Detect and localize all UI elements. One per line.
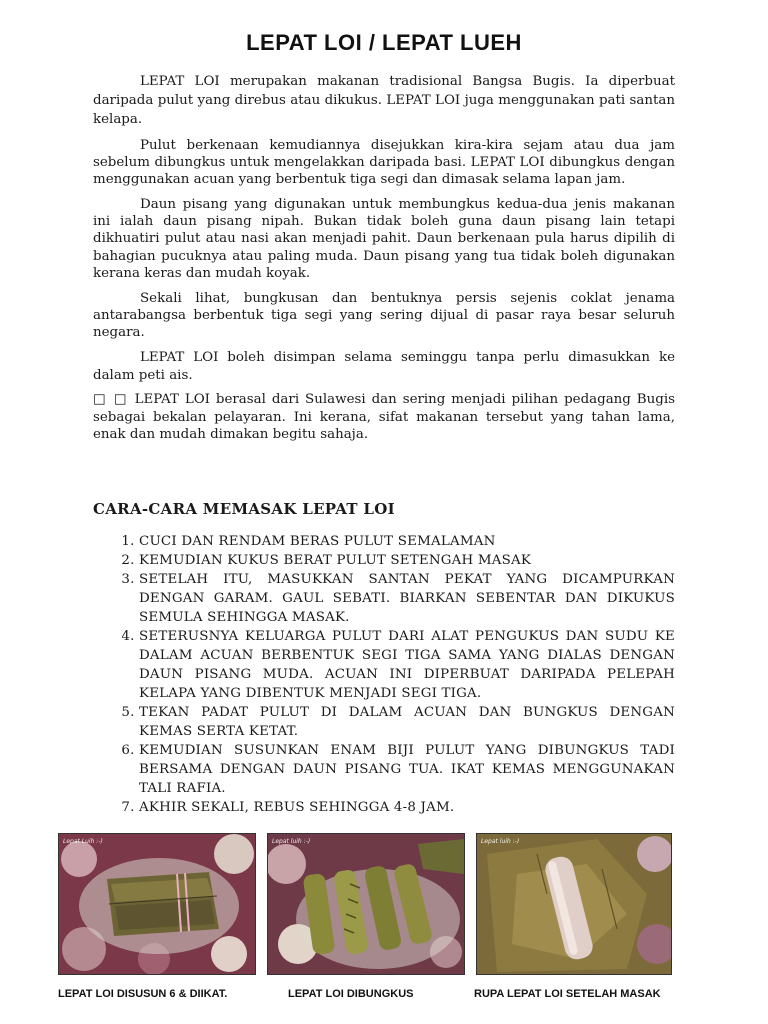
paragraph-2: Pulut berkenaan kemudiannya disejukkan kira-kira sejam atau dua jam sebelum dibungkus untuk mengelakkan daripada basi. LEPAT LOI dibungkus dengan menggunakan acuan yang berbentuk tiga segi dan dimasak selama lapan jam.: [93, 137, 675, 188]
photo-cooked-lepat-image: [477, 834, 671, 974]
section-heading: CARA-CARA MEMASAK LEPAT LOI: [93, 500, 395, 518]
photo-caption-1: LEPAT LOI DISUSUN 6 & DIIKAT.: [58, 988, 228, 1000]
step-item: 2. KEMUDIAN KUKUS BERAT PULUT SETENGAH MASAK: [139, 551, 675, 570]
step-item: 1. CUCI DAN RENDAM BERAS PULUT SEMALAMAN: [139, 532, 675, 551]
paragraph-6: [93, 391, 675, 443]
photo-caption-2: LEPAT LOI DIBUNGKUS: [288, 988, 414, 1000]
photo-cooked-lepat: [476, 833, 672, 975]
paragraph-5: LEPAT LOI boleh disimpan selama seminggu tanpa perlu dimasukkan ke dalam peti ais.: [93, 350, 675, 383]
step-item: 6. KEMUDIAN SUSUNKAN ENAM BIJI PULUT YANG DIBUNGKUS TADI BERSAMA DENGAN DAUN PISANG TUA. IKAT KEMAS MENGGUNAKAN TALI RAFIA.: [139, 741, 675, 798]
photo-tied-bundle: [58, 833, 256, 975]
photo-caption-3: RUPA LEPAT LOI SETELAH MASAK: [474, 988, 661, 1000]
step-item: 7. AKHIR SEKALI, REBUS SEHINGGA 4-8 JAM.: [139, 798, 675, 817]
step-item: 5. TEKAN PADAT PULUT DI DALAM ACUAN DAN BUNGKUS DENGAN KEMAS SERTA KETAT.: [139, 703, 675, 741]
step-item: 4. SETERUSNYA KELUARGA PULUT DARI ALAT PENGUKUS DAN SUDU KE DALAM ACUAN BERBENTUK SEGI TIGA SAMA YANG DIALAS DENGAN DAUN PISANG MUDA. ACUAN INI DIPERBUAT DARIPADA PELEPAH KELAPA YANG DIBENTUK MENJADI SEGI TIGA.: [139, 627, 675, 703]
missing-glyph-boxes: □ □: [93, 392, 129, 408]
paragraph-4: Sekali lihat, bungkusan dan bentuknya persis sejenis coklat jenama antarabangsa berbentuk tiga segi yang sering dijual di pasar raya besar seluruh negara.: [93, 290, 675, 341]
photo-wrapped-lepat: [267, 833, 465, 975]
paragraph-1: LEPAT LOI merupakan makanan tradisional Bangsa Bugis. Ia diperbuat daripada pulut yang direbus atau dikukus. LEPAT LOI juga menggunakan pati santan kelapa.: [93, 74, 675, 127]
cooking-steps-list: [93, 532, 675, 817]
step-item: 3. SETELAH ITU, MASUKKAN SANTAN PEKAT YANG DICAMPURKAN DENGAN GARAM. GAUL SEBATI. BIARKAN SEBENTAR DAN DIKUKUS SEMULA SEHINGGA MASAK.: [139, 570, 675, 627]
photo-watermark: Lepat luih :-): [481, 838, 520, 845]
photo-wrapped-lepat-image: [268, 834, 464, 974]
page-title: LEPAT LOI / LEPAT LUEH: [246, 30, 522, 55]
article-body: [93, 72, 675, 451]
photo-watermark: Lepat Luih :-): [63, 838, 103, 845]
photo-tied-bundle-image: [59, 834, 255, 974]
paragraph-3: Daun pisang yang digunakan untuk membungkus kedua-dua jenis makanan ini ialah daun pisang nipah. Bukan tidak boleh guna daun pisang lain tetapi dikhuatiri pulut atau nasi akan menjadi pahit. Daun berkenaan pula harus dipilih di bahagian pucuknya atau paling muda. Daun pisang yang tua tidak boleh digunakan kerana keras dan mudah koyak.: [93, 196, 675, 282]
paragraph-6-text: LEPAT LOI berasal dari Sulawesi dan sering menjadi pilihan pedagang Bugis sebagai bekalan pelayaran. Ini kerana, sifat makanan tersebut yang tahan lama, enak dan mudah dimakan begitu sahaja.: [93, 392, 675, 442]
photo-watermark: Lepat luih :-): [272, 838, 311, 845]
